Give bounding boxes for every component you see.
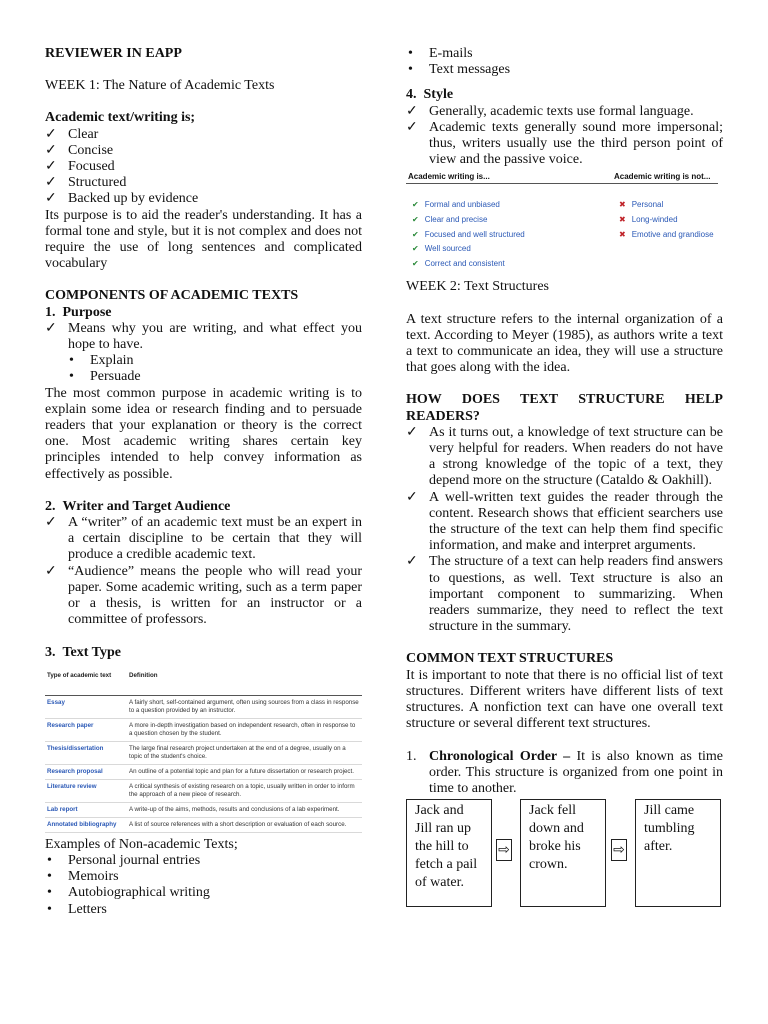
list-item bbox=[45, 902, 362, 918]
checkmark-icon: ✔ bbox=[412, 244, 419, 254]
check-icon: ✓ bbox=[45, 515, 57, 531]
arrow-right-icon: ⇨ bbox=[611, 839, 627, 861]
chrono-item bbox=[406, 749, 723, 798]
list-item bbox=[45, 885, 362, 901]
list-item-text: “Audience” means the people who will read your paper. Some academic writing, such as a term paper or a thesis, is written for an instructor or a committee of professors. bbox=[68, 563, 362, 628]
chronology-flow bbox=[406, 799, 723, 911]
checkmark-icon: ✔ bbox=[412, 258, 419, 268]
purpose-sublist bbox=[45, 353, 362, 385]
week1-heading: WEEK 1: The Nature of Academic Texts bbox=[45, 78, 275, 94]
nonacademic-heading: Examples of Non-academic Texts; bbox=[45, 836, 238, 852]
list-item-text: Long-winded bbox=[631, 215, 678, 225]
style-heading: 4. Style bbox=[406, 87, 454, 103]
list-item-text: The structure of a text can help readers find answers to questions, as well. Text structure is also an important component to summarizing. When readers summarize, they need to reflect the text structure in the summary. bbox=[429, 554, 723, 635]
table-row bbox=[45, 741, 362, 764]
bullet-icon: • bbox=[408, 46, 413, 61]
academic-writing-comparison bbox=[406, 169, 723, 279]
table-row bbox=[45, 718, 362, 741]
list-item bbox=[406, 104, 723, 120]
list-item-text: As it turns out, a knowledge of text structure can be very helpful for readers. When readers do not have a strong knowledge of the topic of a text, they depend more on the structure (Cataldo & Oakhill). bbox=[429, 424, 723, 489]
table-row bbox=[45, 764, 362, 779]
list-item bbox=[406, 46, 723, 62]
table-cell-type: Lab report bbox=[45, 802, 127, 817]
list-item bbox=[412, 212, 525, 227]
table-row bbox=[45, 779, 362, 802]
table-cell-definition: A list of source references with a short description or evaluation of each source. bbox=[127, 817, 362, 832]
list-item-text: Memoirs bbox=[68, 869, 119, 885]
list-item-text: Generally, academic texts use formal language. bbox=[429, 103, 694, 119]
list-item bbox=[412, 227, 525, 242]
cross-icon: ✖ bbox=[619, 215, 626, 225]
check-icon: ✓ bbox=[45, 320, 57, 336]
texttype-heading: 3. Text Type bbox=[45, 644, 121, 660]
week2-heading: WEEK 2: Text Structures bbox=[406, 279, 550, 295]
list-item-text: Emotive and grandiose bbox=[631, 229, 714, 239]
list-item bbox=[45, 159, 362, 175]
table-header-row bbox=[45, 669, 362, 696]
aw-divider bbox=[406, 183, 718, 184]
list-item-text: Structured bbox=[68, 175, 127, 191]
list-item-text: Backed up by evidence bbox=[68, 191, 199, 207]
list-item-text: Personal journal entries bbox=[68, 852, 201, 868]
text-type-table bbox=[45, 669, 362, 833]
list-item-text: Formal and unbiased bbox=[424, 200, 500, 210]
purpose-heading: 1. Purpose bbox=[45, 304, 112, 320]
list-item-text: Well sourced bbox=[424, 244, 471, 254]
list-item-text: Focused and well structured bbox=[424, 229, 525, 239]
table-header-type: Type of academic text bbox=[45, 669, 127, 696]
purpose-body: The most common purpose in academic writing is to explain some idea or research finding and to persuade readers that your explanation or theory is the correct one. Most academic writing shares certain key principles intended to help convey information as effectively as possible. bbox=[45, 385, 362, 482]
bullet-icon: • bbox=[47, 869, 52, 885]
list-item bbox=[45, 515, 362, 564]
list-item-text: Clear bbox=[68, 126, 99, 142]
list-item-text: Academic texts generally sound more impersonal; thus, writers usually use the third person point of view and the passive voice. bbox=[429, 119, 723, 168]
list-item-text: Autobiographical writing bbox=[68, 885, 210, 901]
nonacademic-list bbox=[45, 853, 362, 918]
style-list bbox=[406, 104, 723, 169]
check-icon: ✓ bbox=[45, 563, 57, 579]
check-icon: ✓ bbox=[45, 175, 57, 191]
table-cell-type: Research proposal bbox=[45, 764, 127, 779]
list-item bbox=[412, 241, 525, 256]
list-item-text: Clear and precise bbox=[424, 215, 488, 225]
check-icon: ✓ bbox=[45, 126, 57, 142]
table-header-definition: Definition bbox=[127, 669, 362, 696]
check-icon: ✓ bbox=[406, 103, 418, 119]
table-cell-type: Annotated bibliography bbox=[45, 817, 127, 832]
chrono-title: Chronological Order – bbox=[429, 748, 571, 764]
purpose-check: ✓ Means why you are writing, and what effect you hope to have. bbox=[45, 320, 362, 353]
common-paragraph: It is important to note that there is no official list of text structures. Different writers have different lists of text structures. A nonfiction text can have one overall text structure or several different text structures. bbox=[406, 667, 723, 732]
how-list bbox=[406, 425, 723, 636]
table-cell-definition: A write-up of the aims, methods, results and conclusions of a lab experiment. bbox=[127, 802, 362, 817]
components-heading: COMPONENTS OF ACADEMIC TEXTS bbox=[45, 288, 299, 304]
list-item bbox=[619, 197, 714, 212]
table-row bbox=[45, 695, 362, 718]
checkmark-icon: ✔ bbox=[412, 200, 419, 210]
check-icon: ✓ bbox=[406, 489, 418, 505]
left-column bbox=[45, 46, 362, 918]
table-cell-definition: A more in-depth investigation based on independent research, often in response to a question chosen by the student. bbox=[127, 718, 362, 741]
aw-not-list bbox=[619, 197, 714, 241]
structure-paragraph: A text structure refers to the internal organization of a text. According to Meyer (1985), as authors write a text a text to communicate an idea, they will use a structure that goes along with the idea. bbox=[406, 311, 723, 376]
check-icon: ✓ bbox=[406, 554, 418, 570]
list-item bbox=[406, 554, 723, 635]
list-item-text: Focused bbox=[68, 159, 115, 175]
checkmark-icon: ✔ bbox=[412, 229, 419, 239]
list-item-text: A “writer” of an academic text must be an expert in a certain discipline to be certain that they will produce a credible academic text. bbox=[68, 515, 362, 563]
list-item bbox=[45, 127, 362, 143]
writer-heading: 2. Writer and Target Audience bbox=[45, 498, 231, 514]
table-cell-definition: The large final research project undertaken at the end of a degree, usually on a topic of the student's choice. bbox=[127, 741, 362, 764]
flow-box-2: Jack fell down and broke his crown. bbox=[520, 799, 606, 907]
list-item bbox=[619, 212, 714, 227]
academic-heading: Academic text/writing is; bbox=[45, 110, 196, 126]
list-item-text: Concise bbox=[68, 142, 114, 158]
table-cell-definition: A critical synthesis of existing research on a topic, usually written in order to inform the approach of a new piece of research. bbox=[127, 779, 362, 802]
chrono-number: 1. bbox=[406, 748, 417, 764]
table-row bbox=[45, 817, 362, 832]
table-cell-type: Essay bbox=[45, 695, 127, 718]
list-item bbox=[45, 869, 362, 885]
checkmark-icon: ✔ bbox=[412, 215, 419, 225]
check-icon: ✓ bbox=[406, 119, 418, 135]
list-item bbox=[406, 490, 723, 555]
cross-icon: ✖ bbox=[619, 229, 626, 239]
arrow-right-icon: ⇨ bbox=[496, 839, 512, 861]
list-item-text: Letters bbox=[68, 901, 107, 917]
list-item bbox=[45, 191, 362, 207]
flow-box-3: Jill came tumbling after. bbox=[635, 799, 721, 907]
writer-list bbox=[45, 515, 362, 628]
bullet-icon: • bbox=[47, 885, 52, 901]
bullet-icon: • bbox=[408, 62, 413, 78]
list-item bbox=[412, 256, 525, 271]
list-item bbox=[619, 227, 714, 242]
list-item-text: Correct and consistent bbox=[424, 258, 505, 268]
list-item-text: Personal bbox=[631, 200, 664, 210]
list-item-text: Explain bbox=[90, 353, 134, 369]
bullet-icon: • bbox=[47, 852, 52, 868]
nonacademic-list-continued bbox=[406, 46, 723, 78]
table-cell-type: Research paper bbox=[45, 718, 127, 741]
list-item bbox=[406, 62, 723, 78]
table-cell-type: Thesis/dissertation bbox=[45, 741, 127, 764]
list-item-text: E-mails bbox=[429, 46, 473, 61]
list-item bbox=[45, 369, 362, 385]
list-item bbox=[412, 197, 525, 212]
common-heading: COMMON TEXT STRUCTURES bbox=[406, 651, 614, 667]
flow-box-1: Jack and Jill ran up the hill to fetch a pail of water. bbox=[406, 799, 492, 907]
list-item bbox=[45, 143, 362, 159]
check-icon: ✓ bbox=[45, 142, 57, 158]
how-heading: HOW DOES TEXT STRUCTURE HELP READERS? bbox=[406, 392, 723, 424]
list-item bbox=[45, 175, 362, 191]
cross-icon: ✖ bbox=[619, 200, 626, 210]
bullet-icon: • bbox=[69, 369, 74, 385]
list-item bbox=[45, 853, 362, 869]
check-icon: ✓ bbox=[406, 424, 418, 440]
bullet-icon: • bbox=[47, 901, 52, 917]
table-cell-type: Literature review bbox=[45, 779, 127, 802]
chrono-text: It is also known as time order. This structure is organized from one point in time to another. bbox=[429, 748, 723, 796]
check-icon: ✓ bbox=[45, 191, 57, 207]
table-cell-definition: An outline of a potential topic and plan for a future dissertation or research project. bbox=[127, 764, 362, 779]
list-item bbox=[45, 564, 362, 629]
check-icon: ✓ bbox=[45, 159, 57, 175]
aw-is-heading: Academic writing is... bbox=[408, 172, 490, 182]
list-item-text: Text messages bbox=[429, 62, 511, 78]
bullet-icon: • bbox=[69, 353, 74, 369]
list-item bbox=[406, 425, 723, 490]
aw-is-list bbox=[412, 197, 525, 270]
list-item bbox=[45, 353, 362, 369]
list-item bbox=[406, 120, 723, 169]
academic-list bbox=[45, 127, 362, 208]
purpose-paragraph: Its purpose is to aid the reader's understanding. It has a formal tone and style, but it is not complex and does not require the use of long sentences and complicated vocabulary bbox=[45, 207, 362, 272]
list-item-text: Persuade bbox=[90, 369, 141, 385]
document-title: REVIEWER IN EAPP bbox=[45, 46, 182, 61]
aw-not-heading: Academic writing is not... bbox=[614, 172, 711, 182]
list-item-text: A well-written text guides the reader through the content. Research shows that efficient searchers use the structure of the text can help them find specific information, and make and interpret arguments. bbox=[429, 489, 723, 554]
table-cell-definition: A fairly short, self-contained argument, often using sources from a class in response to a question provided by an instructor. bbox=[127, 695, 362, 718]
table-row bbox=[45, 802, 362, 817]
right-column bbox=[406, 46, 723, 911]
